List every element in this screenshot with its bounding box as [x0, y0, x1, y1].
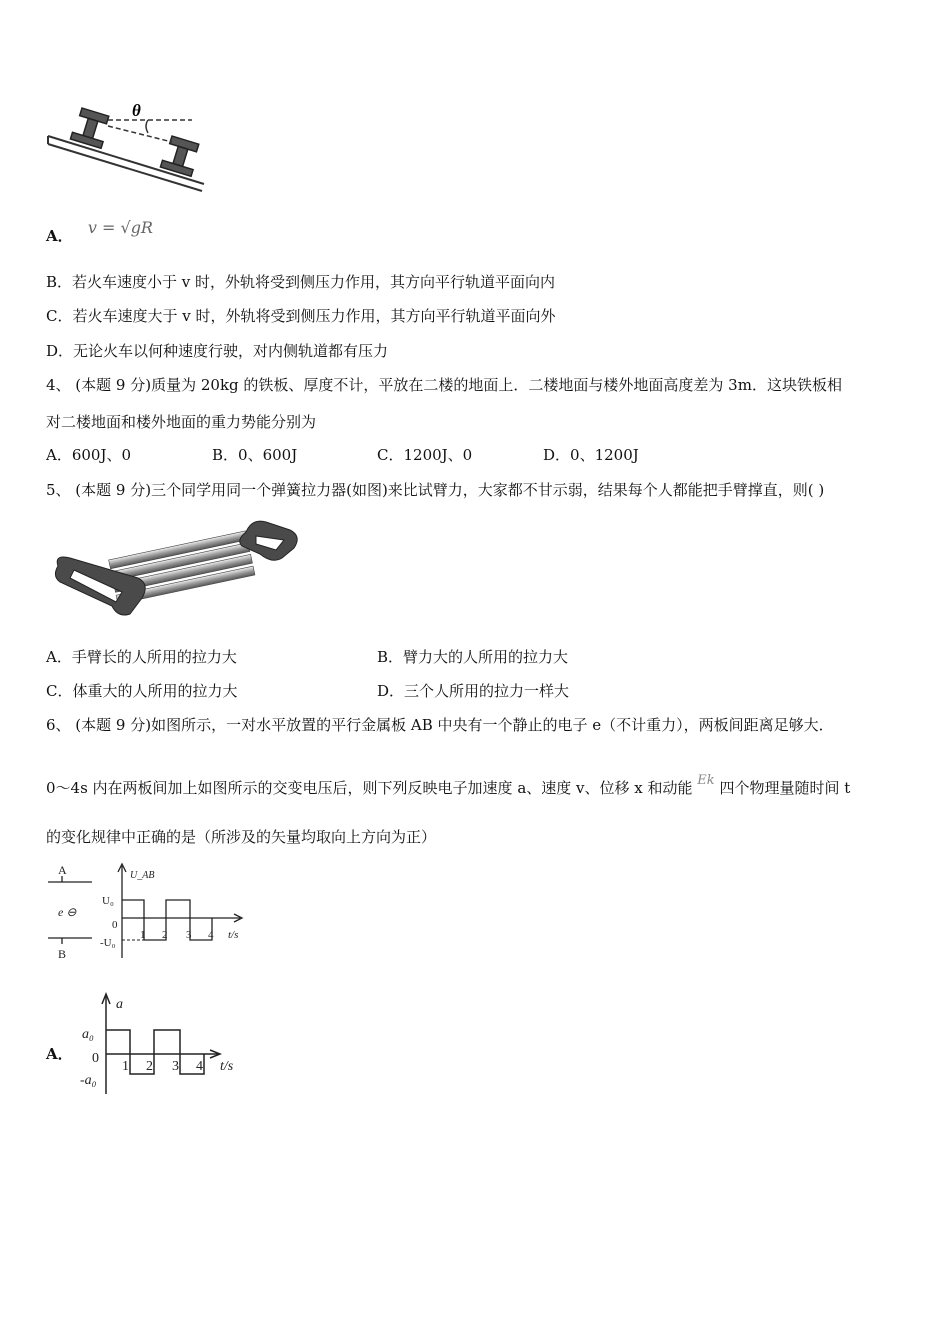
rail-incline-figure — [44, 96, 214, 201]
axis-y-label-a: a — [116, 997, 123, 1012]
electron-label: e ⊖ — [58, 905, 77, 919]
tick-3-a: 3 — [172, 1059, 179, 1074]
q5-option-c: C．体重大的人所用的拉力大 — [46, 682, 238, 700]
tick-4: 4 — [208, 929, 214, 941]
q5-stem: 5、 (本题 9 分)三个同学用同一个弹簧拉力器(如图)来比试臂力，大家都不甘示弱，结果每个人都能把手臂撑直，则( ) — [46, 481, 825, 499]
q6-stem-line3: 的变化规律中正确的是（所涉及的矢量均取向上方向为正） — [46, 828, 437, 846]
axis-y-label: U_AB — [130, 870, 155, 881]
right-handle — [240, 521, 297, 560]
q3-option-c: C．若火车速度大于 v 时，外轨将受到侧压力作用，其方向平行轨道平面向外 — [46, 307, 556, 325]
q5-option-b: B．臂力大的人所用的拉力大 — [377, 648, 569, 666]
tick-2-a: 2 — [146, 1059, 153, 1074]
q4-stem-line2: 对二楼地面和楼外地面的重力势能分别为 — [46, 413, 317, 431]
acceleration-graph — [80, 990, 250, 1096]
q3-option-a: A． v = √gR — [46, 218, 153, 245]
q3-option-d: D．无论火车以何种速度行驶，对内侧轨道都有压力 — [46, 342, 389, 360]
u0-label: U₀ — [102, 895, 114, 907]
spring-exerciser-figure — [52, 514, 302, 624]
tick-3: 3 — [186, 929, 192, 941]
q5-option-a: A．手臂长的人所用的拉力大 — [46, 648, 237, 666]
q4-stem-line1: 4、 (本题 9 分)质量为 20kg 的铁板、厚度不计，平放在二楼的地面上．二楼地面与楼外地面高度差为 3m．这块铁板相 — [46, 376, 842, 394]
zero-label-a: 0 — [92, 1051, 99, 1066]
q6-option-a-label: A． — [46, 1045, 73, 1063]
a0-label: a₀ — [82, 1027, 94, 1042]
neg-a0-label: -a₀ — [80, 1073, 97, 1088]
q4-option-b: B．0、600J — [212, 446, 298, 464]
q6-stem-line2: 0～4s 内在两板间加上如图所示的交变电压后，则下列反映电子加速度 a、速度 v、位移 x 和动能 Ek 四个物理量随时间 t — [46, 773, 851, 797]
zero-label: 0 — [112, 919, 118, 931]
tick-1-a: 1 — [122, 1059, 129, 1074]
theta-label: θ — [132, 101, 141, 120]
left-handle — [55, 557, 145, 615]
tick-2: 2 — [162, 929, 168, 941]
rail-right — [160, 135, 200, 176]
plates-voltage-figure — [44, 858, 254, 966]
formula-v-sqrt-gR: v = √gR — [87, 218, 153, 237]
tick-1: 1 — [140, 929, 146, 941]
rail-left — [70, 107, 110, 148]
q4-option-d: D．0、1200J — [543, 446, 639, 464]
plate-a-label: A — [58, 863, 67, 877]
axis-x-label-a: t/s — [220, 1059, 234, 1074]
plate-b-label: B — [58, 947, 67, 961]
q4-option-a: A．600J、0 — [46, 446, 132, 464]
ek-symbol: Ek — [697, 773, 715, 788]
q3-option-b: B．若火车速度小于 v 时，外轨将受到侧压力作用，其方向平行轨道平面向内 — [46, 273, 556, 291]
q6-stem-line1: 6、 (本题 9 分)如图所示，一对水平放置的平行金属板 AB 中央有一个静止的电子 e（不计重力），两板间距离足够大． — [46, 716, 834, 734]
q4-option-c: C．1200J、0 — [377, 446, 473, 464]
neg-u0-label: -U₀ — [100, 937, 116, 949]
q5-option-d: D．三个人所用的拉力一样大 — [377, 682, 570, 700]
tick-4-a: 4 — [196, 1059, 203, 1074]
axis-x-label: t/s — [228, 929, 239, 941]
